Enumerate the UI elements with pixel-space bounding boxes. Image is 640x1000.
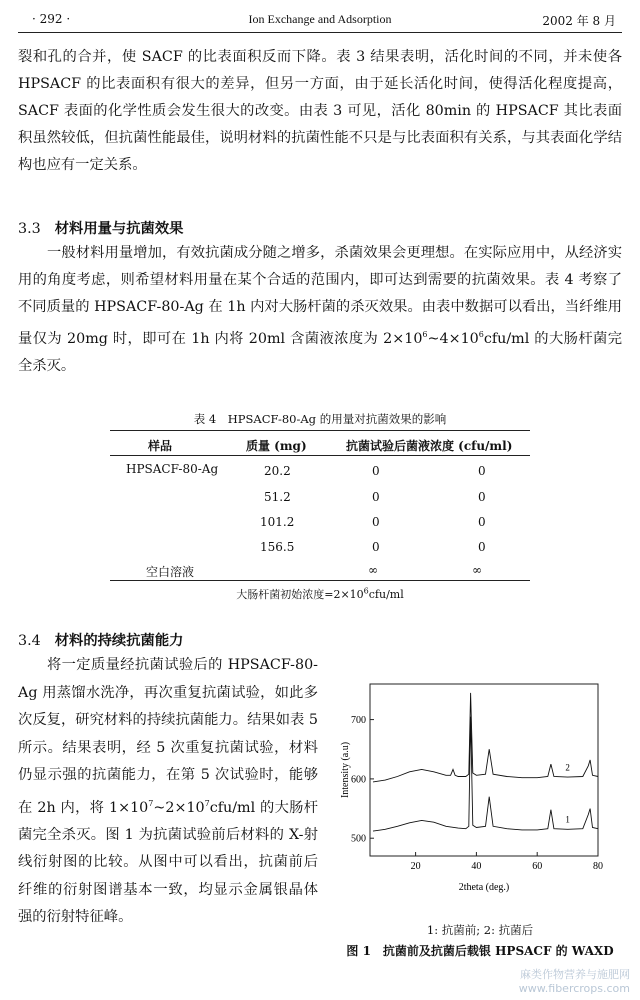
waxd-figure bbox=[330, 676, 630, 896]
table-cell-value: 0 bbox=[478, 490, 486, 504]
paragraph-text: 一般材料用量增加，有效抗菌成分随之增多，杀菌效果会更理想。在实际应用中，从经济实用的角度考虑，则希望材料用量在某个合适的范围内，即可达到需要的抗菌效果。表 4 考察了不同质量的 HPSACF-80-Ag 在 1h 内对大肠杆菌的杀灭效果。由表中数据可以看出，当纤维用量仅为 20mg 时，即可在 1h 内将 20ml 含菌液浓度为 2×10 bbox=[18, 245, 622, 347]
paragraph-durability bbox=[18, 652, 318, 932]
table-note-text: 大肠杆菌初始浓度=2×10 bbox=[236, 588, 364, 601]
section-number: 3.4 bbox=[18, 633, 41, 649]
table-cell-mass: 101.2 bbox=[260, 515, 295, 529]
figure-caption: 图 1 抗菌前及抗菌后载银 HPSACF 的 WAXD bbox=[346, 944, 614, 958]
exponent: 6 bbox=[422, 330, 428, 339]
table-sample-name: HPSACF-80-Ag bbox=[126, 462, 219, 476]
exponent: 7 bbox=[204, 798, 210, 808]
paragraph-text: ~4×10 bbox=[427, 330, 479, 347]
exponent: 6 bbox=[478, 330, 484, 339]
paragraph-text: cfu/ml 的大肠杆菌完全杀灭。 bbox=[18, 330, 623, 374]
paragraph-intro: 裂和孔的合并，使 SACF 的比表面积反而下降。表 3 结果表明，活化时间的不同，并未使各 HPSACF 的比表面积有很大的差异，但另一方面，由于延长活化时间，使得活化程度提高，SACF 表面的化学性质会发生很大的改变。由表 3 可见，活化 80min 的 HPSACF 其比表面积虽然较低，但抗菌性能最佳，说明材料的抗菌性能不只是与比表面积有关系，与其表面化学结构也应有一定关系。 bbox=[18, 49, 622, 173]
column-header-concentration: 抗菌试验后菌液浓度 (cfu/ml) bbox=[346, 439, 513, 453]
plot-frame bbox=[370, 684, 598, 856]
table-cell-value: ∞ bbox=[368, 563, 378, 577]
paragraph-text: ~2×10 bbox=[153, 799, 205, 816]
section-heading-3-3 bbox=[18, 218, 183, 238]
section-title: 材料的持续抗菌能力 bbox=[54, 633, 184, 649]
section-heading-3-4 bbox=[18, 630, 183, 650]
section-title: 材料用量与抗菌效果 bbox=[54, 221, 184, 237]
watermark-line: www.fibercrops.com bbox=[518, 982, 630, 995]
table-cell-value: 0 bbox=[478, 515, 486, 529]
table-cell-value: 0 bbox=[372, 490, 380, 504]
table-note-text: cfu/ml bbox=[368, 588, 404, 601]
xrd-curve-2 bbox=[373, 693, 598, 782]
header-rule bbox=[18, 32, 622, 33]
x-tick-label: 80 bbox=[593, 861, 603, 872]
column-header-mass: 质量 (mg) bbox=[246, 439, 307, 453]
y-tick-label: 700 bbox=[351, 715, 366, 727]
figure-legend: 1: 抗菌前; 2: 抗菌后 bbox=[426, 923, 534, 937]
table-caption: 表 4 HPSACF-80-Ag 的用量对抗菌效果的影响 bbox=[193, 412, 447, 426]
waxd-chart bbox=[330, 676, 630, 896]
table-bottom-rule bbox=[110, 580, 530, 581]
table-cell-mass: 20.2 bbox=[264, 464, 291, 478]
y-tick-label: 600 bbox=[351, 774, 366, 786]
table-cell-value: 0 bbox=[372, 464, 380, 478]
journal-title: Ion Exchange and Adsorption bbox=[248, 12, 392, 26]
table-cell-value: 0 bbox=[478, 464, 486, 478]
watermark bbox=[519, 968, 630, 996]
paragraph-text: 将一定质量经抗菌试验后的 HPSACF-80-Ag 用蒸馏水洗净，再次重复抗菌试验，如此多次反复，研究材料的持续抗菌能力。结果如表 5 所示。结果表明，经 5 次重复抗菌试验，材料仍显示强的抗菌能力，在第 5 次试验时，能够在 2h 内，将 1×10 bbox=[18, 657, 318, 816]
y-axis-label: Intensity (a.u) bbox=[340, 741, 351, 799]
paragraph-dosage bbox=[18, 240, 622, 380]
curve-label: 2 bbox=[565, 762, 570, 773]
table-top-rule bbox=[110, 430, 530, 431]
table-blank-name: 空白溶液 bbox=[146, 565, 195, 579]
table-note bbox=[0, 586, 640, 602]
x-tick-label: 60 bbox=[532, 861, 543, 872]
table-cell-mass: 51.2 bbox=[264, 490, 291, 504]
section-number: 3.3 bbox=[18, 221, 41, 237]
x-axis-label: 2theta (deg.) bbox=[458, 882, 510, 893]
table-cell-value: 0 bbox=[372, 515, 380, 529]
x-tick-label: 40 bbox=[471, 861, 482, 872]
issue-date: 2002 年 8 月 bbox=[542, 14, 616, 28]
table-cell-value: 0 bbox=[478, 540, 486, 554]
table-header-rule bbox=[110, 455, 530, 456]
paragraph-text: cfu/ml 的大肠杆菌完全杀灭。图 1 为抗菌试验前后材料的 X-射线衍射图的比较。从图中可以看出，抗菌前后纤维的衍射图谱基本一致，均显示金属银晶体强的衍射特征峰。 bbox=[18, 799, 318, 926]
exponent: 6 bbox=[363, 586, 369, 596]
curve-label: 1 bbox=[565, 814, 570, 825]
table-cell-value: ∞ bbox=[472, 563, 482, 577]
page-number: · 292 · bbox=[32, 12, 71, 26]
watermark-line: 麻类作物营养与施肥网 bbox=[520, 968, 630, 981]
x-tick-label: 20 bbox=[410, 861, 421, 872]
table-cell-mass: 156.5 bbox=[260, 540, 295, 554]
y-tick-label: 500 bbox=[351, 833, 366, 845]
exponent: 7 bbox=[148, 798, 154, 808]
column-header-sample: 样品 bbox=[148, 439, 173, 453]
table-cell-value: 0 bbox=[372, 540, 380, 554]
page-header bbox=[20, 8, 620, 32]
